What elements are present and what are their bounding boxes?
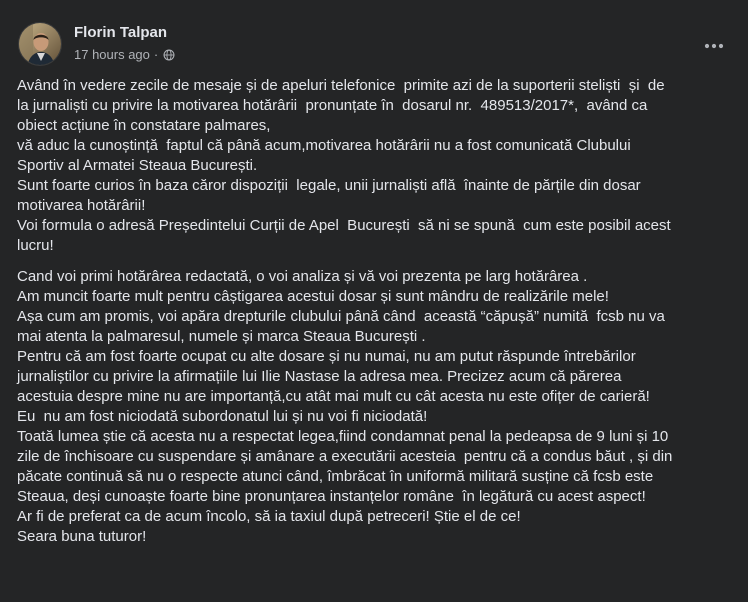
more-options-button[interactable] [696,28,732,64]
post-header [18,22,732,66]
post-paragraph-2: Cand voi primi hotărârea redactată, o voi analiza și vă voi prezenta pe larg hotărârea . Am muncit foarte mult pentru câștigarea acestui dosar și sunt mândru de realizările mele! Așa cum am promis, voi apăra drepturile clubului până când această “căpușă” numită fcsb nu va mai atenta la palmaresul, numele și marca Steaua București . Pentru că am fost foarte ocupat cu alte dosare și nu numai, nu am putut răspunde întrebărilor jurnaliștilor cu privire la afirmațiile lui Ilie Nastase la adresa mea. Precizez acum că părerea acestuia despre mine nu are importanță,cu atât mai mult cu cât acesta nu este ofițer de carieră! Eu nu am fost niciodată subordonatul lui și nu voi fi niciodată! Toată lumea știe că acesta nu a respectat legea,fiind condamnat penal la pedeapsa de 9 luni și 10 zile de închisoare cu suspendare și amânare a executării acesteia pentru că a condus băut , și din păcate continuă să nu o respecte atunci când, îmbrăcat în uniformă militară susține că fcsb este Steaua, deși cunoaște foarte bine pronunțarea instanțelor române în legătură cu acest aspect! Ar fi de preferat ca de acum încolo, să ia taxiul după petreceri! Știe el de ce! Seara buna tuturor! [17,268,673,545]
post-body [17,76,745,547]
meta-separator: · [153,47,159,62]
post-meta [74,47,175,62]
author-avatar[interactable] [18,22,62,66]
avatar-icon [19,23,62,66]
post-paragraph-1: Având în vedere zecile de mesaje și de apeluri telefonice primite azi de la suporterii steliști și de la jurnaliști cu privire la motivarea hotărârii pronunțate în dosarul nr. 489513/2017*, având ca obiect acțiune în constatare palmares, vă aduc la cunoștință faptul că până acum,motivarea hotărârii nu a fost comunicată Clubului Sportiv al Armatei Steaua București. Sunt foarte curios în baza căror dispoziții legale, unii jurnaliști află înainte de părțile din dosar motivarea hotărârii! Voi formula o adresă Președintelui Curții de Apel București să ni se spună cum este posibil acest lucru! [17,77,671,254]
globe-icon[interactable] [163,49,175,61]
post-timestamp[interactable]: 17 hours ago [74,47,150,62]
more-options-icon [704,43,724,49]
author-name[interactable]: Florin Talpan [74,24,168,41]
